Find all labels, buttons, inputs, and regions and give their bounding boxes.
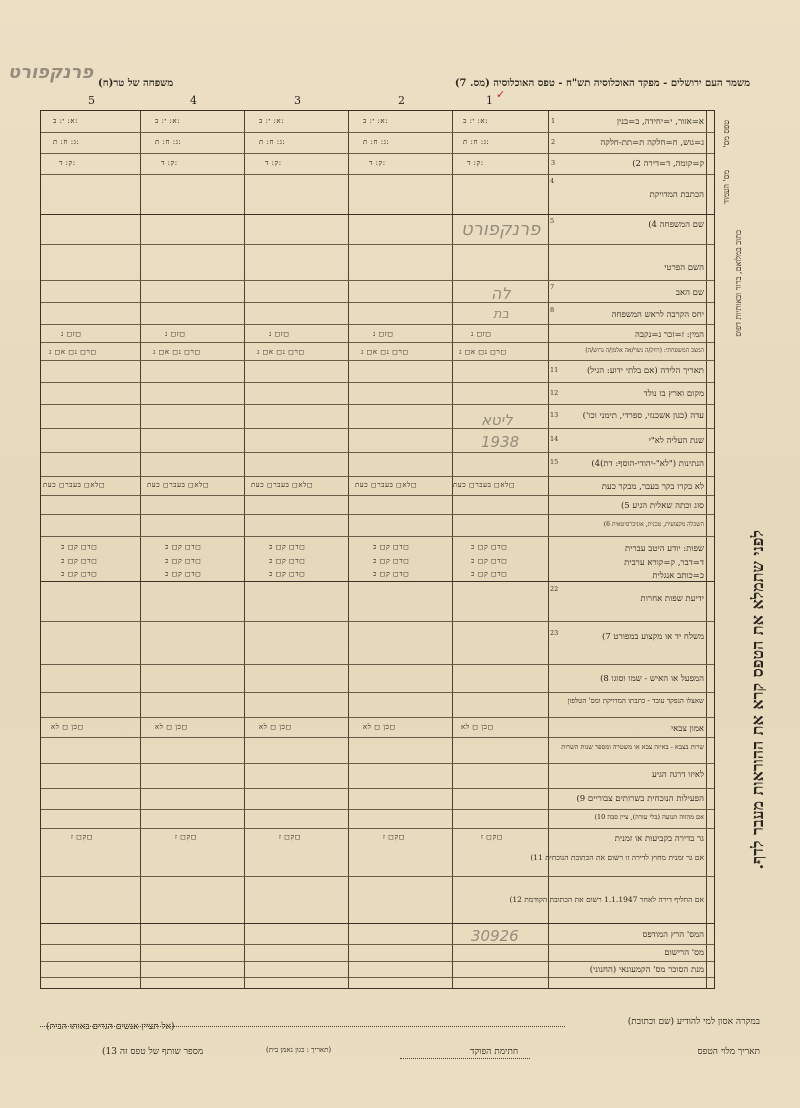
lang-checkbox[interactable]: ד◻ ק◻ כ◻ — [165, 570, 202, 578]
row-36-label: מנת הסוכר מס' הקמעונאי (החנוני) — [589, 965, 704, 975]
row-29-label: הפעילות הנוכחית בשרותים צבוריים 9) — [576, 794, 704, 804]
column-numbers — [40, 88, 545, 108]
military-checkbox[interactable]: כן ◻ לא◻ — [363, 723, 396, 731]
footer-signature-label: חתימת הפוקד — [470, 1047, 519, 1057]
row-19-label: שפות: יודע היטב עברית — [625, 544, 704, 554]
row-32-label: אם גר זמנית מחוץ לדירה זו רשום את הכתובת הנוכחית 11) — [530, 853, 704, 862]
row-34-label: המס' הרץ המודפס — [642, 930, 704, 940]
check-icon: ✓ — [496, 88, 506, 101]
lang-checkbox[interactable]: ד◻ ק◻ כ◻ — [471, 570, 508, 578]
footer-date-label: תאריך מלוי הטפס — [697, 1047, 760, 1057]
cell-abc[interactable]: א: י: ב: — [155, 117, 180, 125]
row-30-label: אם מהווה תנועה (בלי עזרה), ציין סבה 10) — [594, 813, 704, 821]
row-27-label: שרות בצבא - באיזה צבא או משטרה ומספר שנות השרות — [561, 743, 704, 751]
school-checkbox[interactable]: לא◻ בעבר◻ כעת◻ — [147, 481, 210, 489]
hand-rel: בת — [493, 307, 510, 322]
cell-gcht[interactable]: ג: ח: ת: — [53, 138, 80, 146]
lang-checkbox[interactable]: ד◻ ק◻ כ◻ — [373, 543, 410, 551]
row-14-label: שנת העליה לא"י — [648, 436, 704, 446]
row-35-label: מס' הרישום — [664, 948, 704, 958]
military-checkbox[interactable]: כן ◻ לא◻ — [155, 723, 188, 731]
lang-checkbox[interactable]: ד◻ ק◻ כ◻ — [61, 543, 98, 551]
hand-family: פרנקפורט — [461, 219, 541, 240]
lang-checkbox[interactable]: ד◻ ק◻ כ◻ — [373, 570, 410, 578]
col-1: 1 — [486, 94, 493, 107]
row-1-label: א=אזור, י=יחידה, ב=בנין — [616, 117, 704, 127]
row-15-label: הנתינות ("לא"-יהודי-הוסף: דת)4) — [591, 459, 704, 469]
row-25-label: שאצלו הנפקד עובד - כתבתו המדויקת ומס' הטלפון — [567, 697, 704, 705]
row-num: 13 — [550, 411, 559, 419]
row-20-label: ד=דבר, ק=קורא ערבית — [624, 558, 704, 568]
form-grid — [40, 110, 715, 989]
lang-checkbox[interactable]: ד◻ ק◻ כ◻ — [165, 557, 202, 565]
lang-checkbox[interactable]: ד◻ ק◻ כ◻ — [471, 557, 508, 565]
marital-checkbox[interactable]: ר◻ נ◻ א◻ ג◻ — [459, 348, 507, 356]
row-num: 15 — [550, 458, 559, 466]
residence-checkbox[interactable]: ק◻ ז◻ — [71, 833, 94, 841]
col-4: 4 — [190, 94, 197, 107]
school-checkbox[interactable]: לא◻ בעבר◻ כעת◻ — [453, 481, 516, 489]
residence-checkbox[interactable]: ק◻ ז◻ — [481, 833, 504, 841]
cell-gcht[interactable]: ג: ח: ת: — [463, 138, 490, 146]
cell-abc[interactable]: א: י: ב: — [463, 117, 488, 125]
hand-first: לה — [491, 284, 511, 303]
cell-abc[interactable]: א: י: ב: — [363, 117, 388, 125]
gender-checkbox[interactable]: ז◻ נ◻ — [373, 330, 394, 338]
military-checkbox[interactable]: כן ◻ לא◻ — [259, 723, 292, 731]
marital-checkbox[interactable]: ר◻ נ◻ א◻ ג◻ — [361, 348, 409, 356]
row-22-label: ידיעת שפות אחרות — [640, 594, 704, 604]
row-5-label: שם המשפחה 4) — [648, 220, 704, 230]
row-28-label: לאיזו דרגה הגיע — [652, 770, 704, 780]
row-6-label: השם הפרטי — [664, 263, 704, 273]
row-num: 8 — [550, 306, 555, 314]
cell-kd[interactable]: ק: ד: — [467, 159, 484, 167]
cell-gcht[interactable]: ג: ח: ת: — [363, 138, 390, 146]
form-header — [8, 62, 750, 94]
sidebar-subtitle: כתוב במלואם, ברור ובאותיות דפוס — [734, 230, 743, 337]
row-3-label: ק=קומה, ד=דירה 2) — [632, 159, 704, 169]
row-4-label: הכתבת המדויקת — [649, 190, 704, 200]
cell-kd[interactable]: ק: ד: — [369, 159, 386, 167]
residence-checkbox[interactable]: ק◻ ז◻ — [279, 833, 302, 841]
row-16-label: לא בקרו בקר בעבר, מבקר כעת — [601, 482, 704, 492]
row-num: 14 — [550, 435, 559, 443]
row-num: 22 — [550, 585, 559, 593]
row-9-label: המין: ז=זכר נ=נקבה — [635, 330, 704, 340]
lang-checkbox[interactable]: ד◻ ק◻ כ◻ — [61, 570, 98, 578]
lang-checkbox[interactable]: ד◻ ק◻ כ◻ — [471, 543, 508, 551]
row-num: 5 — [550, 217, 555, 225]
lang-checkbox[interactable]: ד◻ ק◻ כ◻ — [165, 543, 202, 551]
row-24-label: המפעל או האיש - שמו וסוגו 8) — [600, 674, 704, 684]
row-17-label: סוג וכתה שאלית הגיע 5) — [620, 501, 704, 511]
row-13-label: עדה (כגון אשכנזי, ספרדי, תימני וכו') — [582, 411, 704, 421]
row-num: 11 — [550, 366, 559, 374]
form-title: משמר העם ירושלים - מפקד האוכלוסיה תש"ח - טפס האוכלוסיה (מס. 7) — [454, 78, 750, 89]
row-num: 23 — [550, 629, 559, 637]
col-2: 2 — [398, 94, 405, 107]
row-31-label: גר בדירה בקביעות או זמנית — [614, 834, 704, 844]
footer-notify-label: במקרה אסון למי להודיע (שם וכתובת) — [627, 1017, 760, 1027]
lang-checkbox[interactable]: ד◻ ק◻ כ◻ — [269, 543, 306, 551]
row-num: 3 — [551, 159, 556, 167]
gender-checkbox[interactable]: ז◻ נ◻ — [165, 330, 186, 338]
marital-checkbox[interactable]: ר◻ נ◻ א◻ ג◻ — [153, 348, 201, 356]
row-18-label: השכלה מקצועית, טכנית, אוניברסיטאית 6) — [603, 521, 704, 528]
row-num: 4 — [550, 177, 555, 185]
cell-kd[interactable]: ק: ד: — [161, 159, 178, 167]
col-3: 3 — [294, 94, 301, 107]
marital-checkbox[interactable]: ר◻ נ◻ א◻ ג◻ — [49, 348, 97, 356]
gender-checkbox[interactable]: ז◻ נ◻ — [269, 330, 290, 338]
cell-abc[interactable]: א: י: ב: — [53, 117, 78, 125]
cell-abc[interactable]: א: י: ב: — [259, 117, 284, 125]
school-checkbox[interactable]: לא◻ בעבר◻ כעת◻ — [43, 481, 106, 489]
cell-gcht[interactable]: ג: ח: ת: — [259, 138, 286, 146]
lang-checkbox[interactable]: ד◻ ק◻ כ◻ — [373, 557, 410, 565]
military-checkbox[interactable]: כן ◻ לא◻ — [51, 723, 84, 731]
col-5: 5 — [88, 94, 95, 107]
residence-checkbox[interactable]: ק◻ ז◻ — [383, 833, 406, 841]
gender-checkbox[interactable]: ז◻ נ◻ — [471, 330, 492, 338]
footer-partner-note: (תאריך : כגון נאמן בית) — [266, 1046, 332, 1054]
footer-others-label: (אל תציין אנשים הגרים באותו הבית) — [46, 1022, 175, 1032]
hand-origin: ליטא — [481, 411, 513, 429]
hand-number: 30926 — [471, 927, 519, 945]
marital-checkbox[interactable]: ר◻ נ◻ א◻ ג◻ — [257, 348, 305, 356]
sidebar-form-no: טפס מס' — [722, 120, 731, 148]
row-7-label: שם האב — [675, 288, 704, 298]
school-checkbox[interactable]: לא◻ בעבר◻ כעת◻ — [355, 481, 418, 489]
row-33-label: אם החליף דירה לאחר 1.1.1947 רשום את הכתובת הקודמת 12) — [509, 895, 704, 904]
row-12-label: מקום וארץ בו נולד — [643, 389, 704, 399]
military-checkbox[interactable]: כן ◻ לא◻ — [461, 723, 494, 731]
lang-checkbox[interactable]: ד◻ ק◻ כ◻ — [61, 557, 98, 565]
row-26-label: אמון צבאי — [670, 724, 704, 734]
cell-gcht[interactable]: ג: ח: ת: — [155, 138, 182, 146]
sidebar-page-no: מס' העמוד — [722, 170, 731, 204]
row-21-label: כ=כותב אנגלית — [652, 571, 704, 581]
lang-checkbox[interactable]: ד◻ ק◻ כ◻ — [269, 570, 306, 578]
row-10-label: המצב המשפחתי: (רווק/ה נשוי/אה אלמן/ה גרוש/ה) — [585, 347, 704, 354]
handwritten-family-name: פרנקפורט — [8, 62, 94, 83]
lang-checkbox[interactable]: ד◻ ק◻ כ◻ — [269, 557, 306, 565]
row-2-label: ג=גוש, ח=חלקה ת=תת-חלקה — [600, 138, 704, 148]
school-checkbox[interactable]: לא◻ בעבר◻ כעת◻ — [251, 481, 314, 489]
row-num: 1 — [551, 117, 556, 125]
row-11-label: תאריך הלידה (אם בלתי ידוע: הגיל) — [586, 366, 704, 376]
row-num: 12 — [550, 389, 559, 397]
sidebar-title: לפני שתמלא את הטפס קרא את ההוראות מעבר לדף. — [748, 530, 767, 870]
row-num: 2 — [551, 138, 556, 146]
residence-checkbox[interactable]: ק◻ ז◻ — [175, 833, 198, 841]
row-23-label: משלח יד או מקצוע במפורט 7) — [601, 632, 704, 642]
row-8-label: יחס הקרבה לראש המשפחה — [611, 310, 704, 320]
footer-partner-label: מספר שותף של טפס זה 13) — [102, 1047, 204, 1057]
cell-kd[interactable]: ק: ד: — [59, 159, 76, 167]
row-num: 7 — [550, 283, 555, 291]
gender-checkbox[interactable]: ז◻ נ◻ — [61, 330, 82, 338]
hand-year: 1938 — [481, 433, 520, 451]
family-label: משפחה של טר(ח) — [98, 78, 174, 89]
sidebar-instructions — [718, 110, 798, 987]
cell-kd[interactable]: ק: ד: — [265, 159, 282, 167]
